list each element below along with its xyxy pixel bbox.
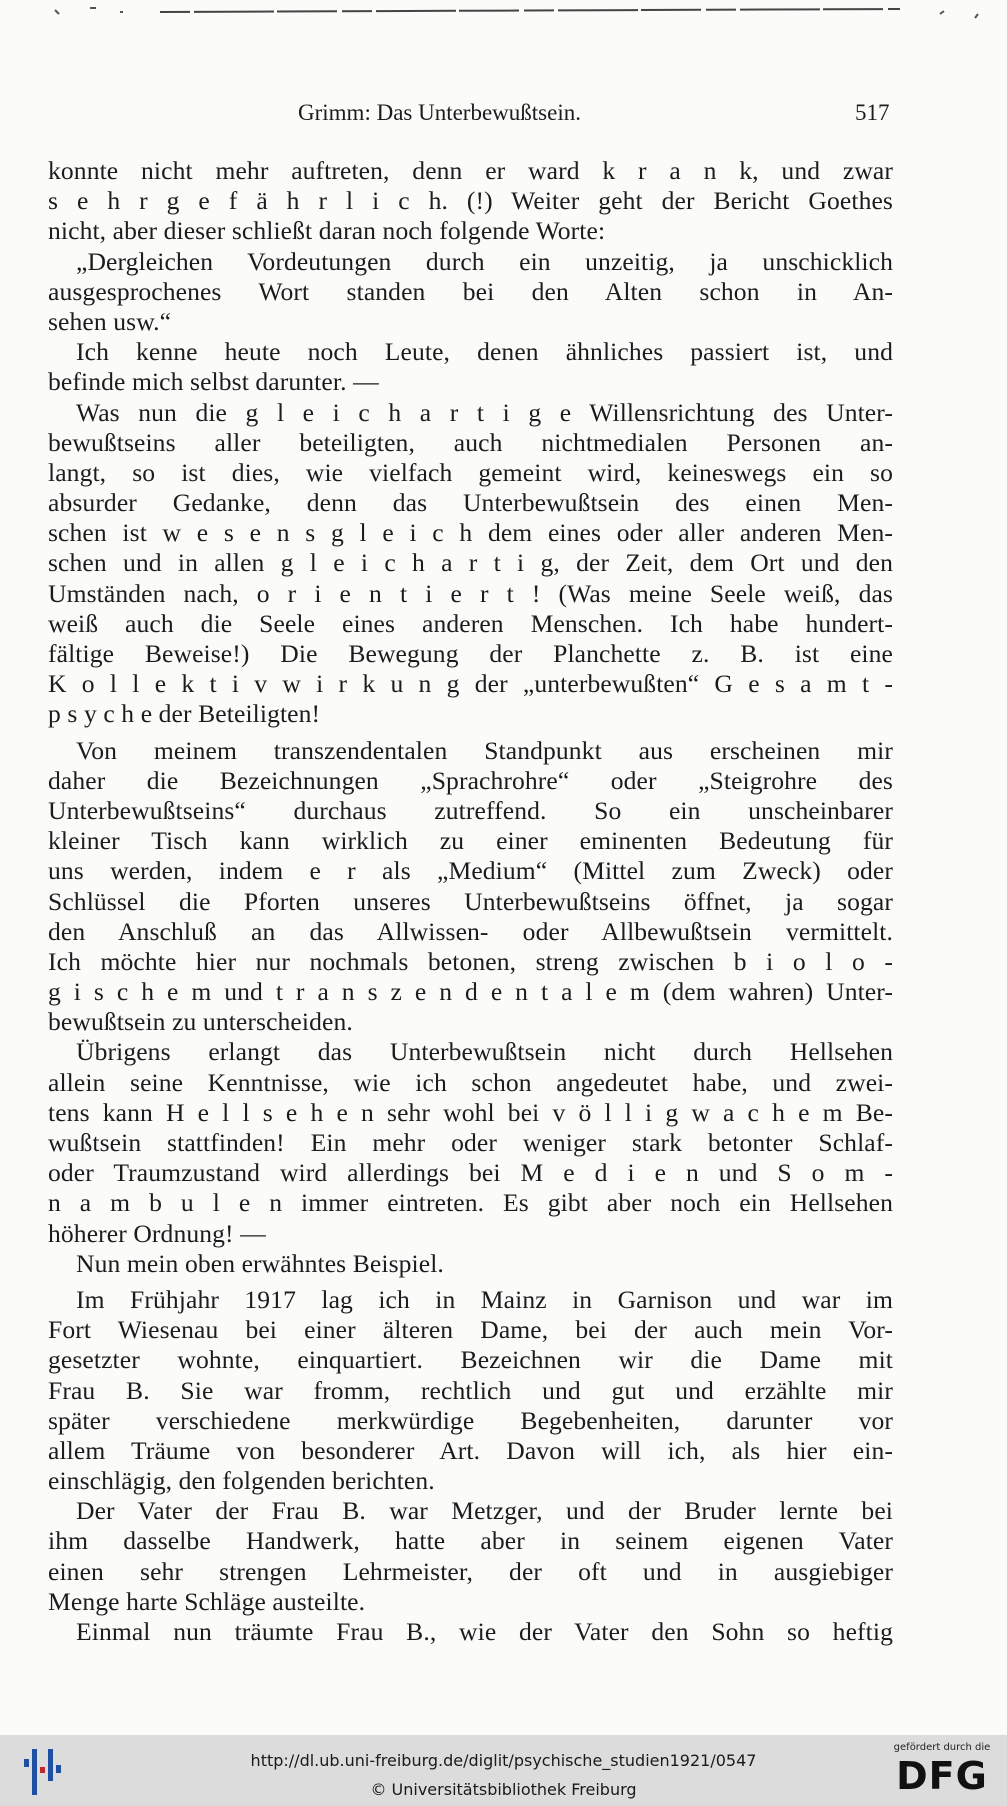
text-line: wußtsein stattfinden! Ein mehr oder weniger stark betonter Schlaf- (48, 1128, 893, 1157)
text-line: n a m b u l e n immer eintreten. Es gibt aber noch ein Hellsehen (48, 1188, 893, 1218)
dfg-label: gefördert durch die (893, 1742, 991, 1753)
text-line: sehen usw.“ (48, 306, 172, 336)
text-line: einschlägig, den folgenden berichten. (48, 1466, 435, 1496)
text-line: absurder Gedanke, denn das Unterbewußtsein des einen Men- (48, 488, 893, 518)
text-line: „Dergleichen Vordeutungen durch ein unzeitig, ja unschicklich (76, 246, 893, 276)
page-number: 517 (855, 100, 890, 125)
running-title: Grimm: Das Unterbewußtsein. (298, 100, 581, 125)
text-line: allem Träume von besonderer Art. Davon will ich, als hier ein- (48, 1435, 893, 1465)
text-line: Von meinem transzendentalen Standpunkt aus erscheinen mir (76, 735, 893, 765)
scan-artifact-icon (0, 0, 1007, 28)
text-line: einen sehr strengen Lehrmeister, der oft und in ausgiebiger (48, 1556, 893, 1586)
text-line: ausgesprochenes Wort standen bei den Alten schon in An- (48, 276, 893, 306)
text-line: später verschiedene merkwürdige Begebenheiten, darunter vor (48, 1405, 893, 1435)
text-line: oder Traumzustand wird allerdings bei M e d i e n und S o m - (48, 1158, 893, 1188)
text-line: Ich kenne heute noch Leute, denen ähnliches passiert ist, und (76, 337, 893, 367)
scan-top-edge (0, 0, 1007, 28)
dfg-badge (887, 1742, 997, 1802)
text-line: befinde mich selbst darunter. — (48, 367, 379, 397)
text-line: ihm dasselbe Handwerk, hatte aber in seinem eigenen Vater (48, 1526, 893, 1556)
text-line: bewußtsein zu unterscheiden. (48, 1007, 353, 1037)
text-line: allein seine Kenntnisse, wie ich schon angedeutet habe, und zwei- (48, 1067, 893, 1097)
text-line: Übrigens erlangt das Unterbewußtsein nicht durch Hellsehen (76, 1037, 893, 1067)
text-line: Frau B. Sie war fromm, rechtlich und gut und erzählte mir (48, 1375, 893, 1405)
text-line: Fort Wiesenau bei einer älteren Dame, bei der auch mein Vor- (48, 1315, 893, 1345)
text-line: Der Vater der Frau B. war Metzger, und der Bruder lernte bei (76, 1496, 893, 1526)
text-line: nicht, aber dieser schließt daran noch folgende Worte: (48, 216, 606, 246)
text-line: uns werden, indem e r als „Medium“ (Mittel zum Zweck) oder (48, 856, 893, 886)
text-line: Im Frühjahr 1917 lag ich in Mainz in Garnison und war im (76, 1284, 893, 1314)
text-line: bewußtseins aller beteiligten, auch nichtmedialen Personen an- (48, 427, 893, 457)
dfg-logo: DFG (896, 1754, 988, 1798)
running-header (0, 100, 1007, 130)
text-line: Unterbewußtseins“ durchaus zutreffend. So ein unscheinbarer (48, 795, 893, 825)
text-line: tens kann H e l l s e h e n sehr wohl bei v ö l l i g w a c h e m Be- (48, 1097, 893, 1127)
body-text (48, 156, 893, 1647)
text-line: Nun mein oben erwähntes Beispiel. (76, 1248, 444, 1278)
text-line: schen ist w e s e n s g l e i c h dem eines oder aller anderen Men- (48, 518, 893, 548)
text-line: daher die Bezeichnungen „Sprachrohre“ oder „Steigrohre des (48, 765, 893, 795)
text-line: den Anschluß an das Allwissen- oder Allbewußtsein vermittelt. (48, 916, 893, 946)
text-line: g i s c h e m und t r a n s z e n d e n t a l e m (dem wahren) Unter- (48, 977, 893, 1007)
text-line: Schlüssel die Pforten unseres Unterbewußtseins öffnet, ja sogar (48, 886, 893, 916)
footer-url-link[interactable]: http://dl.ub.uni-freiburg.de/diglit/psychische_studien1921/0547 (250, 1751, 757, 1770)
text-line: Menge harte Schläge austeilte. (48, 1586, 366, 1616)
text-line: konnte nicht mehr auftreten, denn er ward k r a n k, und zwar (48, 156, 893, 185)
text-line: kleiner Tisch kann wirklich zu einer eminenten Bedeutung für (48, 826, 893, 856)
text-line: Ich möchte hier nur nochmals betonen, streng zwischen b i o l o - (48, 946, 893, 976)
text-line: gesetzter wohnte, einquartiert. Bezeichnen wir die Dame mit (48, 1345, 893, 1375)
text-line: Umständen nach, o r i e n t i e r t ! (Was meine Seele weiß, das (48, 578, 893, 608)
footer-copyright: © Universitätsbibliothek Freiburg (370, 1780, 637, 1799)
footer-bar (0, 1735, 1007, 1806)
text-line: K o l l e k t i v w i r k u n g der „unterbewußten“ G e s a m t - (48, 669, 893, 699)
text-line: p s y c h e der Beteiligten! (48, 699, 321, 729)
text-line: schen und in allen g l e i c h a r t i g, der Zeit, dem Ort und den (48, 548, 893, 578)
text-line: weiß auch die Seele eines anderen Menschen. Ich habe hundert- (48, 608, 893, 638)
text-line: langt, so ist dies, wie vielfach gemeint wird, keineswegs ein so (48, 457, 893, 487)
text-line: Was nun die g l e i c h a r t i g e Willensrichtung des Unter- (76, 397, 893, 427)
text-line: fältige Beweise!) Die Bewegung der Planchette z. B. ist eine (48, 639, 893, 668)
text-line: höherer Ordnung! — (48, 1218, 266, 1248)
text-line: Einmal nun träumte Frau B., wie der Vater den Sohn so heftig (76, 1617, 893, 1646)
text-line: s e h r g e f ä h r l i c h. (!) Weiter geht der Bericht Goethes (48, 186, 893, 216)
